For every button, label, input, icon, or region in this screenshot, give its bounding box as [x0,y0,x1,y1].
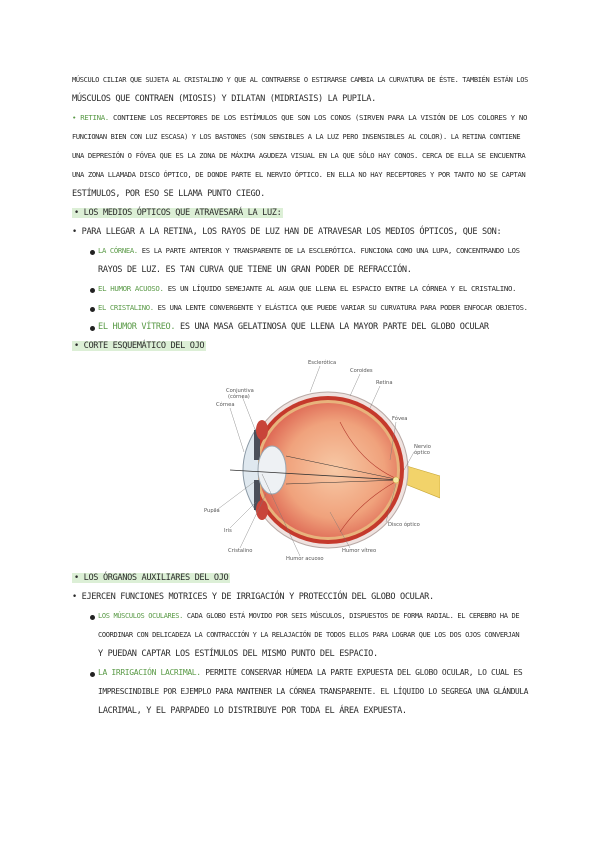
list-text: PERMITE CONSERVAR HÚMEDA LA PARTE EXPUESTA DEL GLOBO OCULAR, LO CUAL ES [200,668,523,677]
list-term: EL HUMOR ACUOSO. [98,284,164,293]
bullet-icon [90,326,95,331]
list-item [98,610,519,622]
text-line: UNA ZONA LLAMADA DISCO ÓPTICO, DE DONDE PARTE EL NERVIO ÓPTICO. EN ELLA NO HAY RECEPTORES Y POR TANTO NO SE CAPTAN [72,170,526,179]
section-heading-corte [72,340,206,352]
label-humor-vitreo: Humor vítreo [342,548,377,554]
heading-highlight: • LOS ÓRGANOS AUXILIARES DEL OJO [74,573,229,583]
text-line: MÚSCULOS QUE CONTRAEN (MIOSIS) Y DILATAN (MIDRIASIS) LA PUPILA. [72,94,376,104]
list-term: LOS MÚSCULOS OCULARES. [98,612,184,620]
label-cornea: Córnea [216,402,235,408]
list-term: LA IRRIGACIÓN LACRIMAL. [98,668,201,677]
optic-disc-shape [393,477,399,483]
label-pupila: Pupila [204,508,220,514]
bullet-icon [90,307,95,312]
bullet-icon [90,288,95,293]
label-coroides: Coroides [350,368,373,374]
list-text: CADA GLOBO ESTÁ MOVIDO POR SEIS MÚSCULOS, DISPUESTOS DE FORMA RADIAL. EL CEREBRO HA DE [183,612,520,620]
label-cristalino: Cristalino [228,548,253,554]
label-retina: Retina [376,380,393,386]
ciliary-body-shape [256,500,268,520]
list-text: ES UNA LENTE CONVERGENTE Y ELÁSTICA QUE PUEDE VARIAR SU CURVATURA PARA PODER ENFOCAR OBJETOS. [153,303,528,312]
list-term: EL CRISTALINO. [98,303,154,312]
label-nervio: Nervio [414,444,431,450]
list-term: EL HUMOR VÍTREO. [98,322,176,332]
retina-line [72,112,527,124]
text-line: • PARA LLEGAR A LA RETINA, LOS RAYOS DE LUZ HAN DE ATRAVESAR LOS MEDIOS ÓPTICOS, QUE SON: [72,227,502,237]
label-nervio-sub: óptico [414,450,430,456]
heading-highlight: • LOS MEDIOS ÓPTICOS QUE ATRAVESARÁ LA LUZ: [74,208,282,218]
label-humor-acuoso: Humor acuoso [286,556,324,562]
text-line: IMPRESCINDIBLE POR EJEMPLO PARA MANTENER LA CÓRNEA TRANSPARENTE. EL LÍQUIDO LO SEGREGA UNA GLÁNDULA [98,687,529,696]
retina-text: CONTIENE LOS RECEPTORES DE LOS ESTÍMULOS QUE SON LOS CONOS (SIRVEN PARA LA VISIÓN DE LOS COLORES Y NO [108,113,528,122]
list-term: LA CÓRNEA. [98,246,138,255]
label-iris: Iris [224,528,232,534]
text-line: FUNCIONAN BIEN CON LUZ ESCASA) Y LOS BASTONES (SON SENSIBLES A LA LUZ PERO INSENSIBLES AL COLOR). LA RETINA CONTIENE [72,133,521,141]
bullet-icon [90,615,95,620]
bullet-icon [90,672,95,677]
text-line: COORDINAR CON DELICADEZA LA CONTRACCIÓN Y LA RELAJACIÓN DE TODOS ELLOS PARA LOGRAR QUE LOS DOS OJOS CONVERJAN [98,631,520,639]
text-line: ESTÍMULOS, POR ESO SE LLAMA PUNTO CIEGO. [72,189,265,199]
list-item [98,321,489,333]
bullet-icon [90,250,95,255]
ciliary-body-shape [256,420,268,440]
text-line: LACRIMAL, Y EL PARPADEO LO DISTRIBUYE POR TODA EL ÁREA EXPUESTA. [98,706,407,716]
section-heading-organos [72,572,230,584]
list-text: ES LA PARTE ANTERIOR Y TRANSPARENTE DE LA ESCLERÓTICA. FUNCIONA COMO UNA LUPA, CONCENTRANDO LOS [137,246,520,255]
text-line: RAYOS DE LUZ. ES TAN CURVA QUE TIENE UN GRAN PODER DE REFRACCIÓN. [98,265,412,275]
label-conjuntiva: Conjuntiva [226,388,254,394]
eye-diagram [200,352,440,566]
text-line: UNA DEPRESIÓN O FÓVEA QUE ES LA ZONA DE MÁXIMA AGUDEZA VISUAL EN LA QUE SÓLO HAY CONOS. CERCA DE ELLA SE ENCUENTRA [72,151,526,160]
label-conjuntiva-sub: (córnea) [228,394,250,400]
text-line: Y PUEDAN CAPTAR LOS ESTÍMULOS DEL MISMO PUNTO DEL ESPACIO. [98,649,378,659]
text-line: MÚSCULO CILIAR QUE SUJETA AL CRISTALINO Y QUE AL CONTRAERSE O ESTIRARSE CAMBIA LA CURVATURA DE ÉSTE. TAMBIÉN ESTÁN LOS [72,76,528,84]
list-text: ES UNA MASA GELATINOSA QUE LLENA LA MAYOR PARTE DEL GLOBO OCULAR [175,322,489,332]
eye-cross-section-svg [200,352,440,566]
list-item [98,245,520,257]
list-item [98,283,516,295]
retina-label: • RETINA. [72,113,109,122]
list-text: ES UN LÍQUIDO SEMEJANTE AL AGUA QUE LLENA EL ESPACIO ENTRE LA CÓRNEA Y EL CRISTALINO. [163,284,517,293]
lens-shape [258,446,286,494]
heading-highlight: • CORTE ESQUEMÁTICO DEL OJO [74,341,205,351]
list-item [98,667,522,679]
section-heading-medios [72,207,283,219]
label-fovea: Fóvea [392,416,408,422]
text-line: • EJERCEN FUNCIONES MOTRICES Y DE IRRIGACIÓN Y PROTECCIÓN DEL GLOBO OCULAR. [72,592,434,602]
list-item [98,302,528,314]
label-esclerotica: Esclerótica [308,360,337,366]
label-disco: Disco óptico [388,522,420,528]
